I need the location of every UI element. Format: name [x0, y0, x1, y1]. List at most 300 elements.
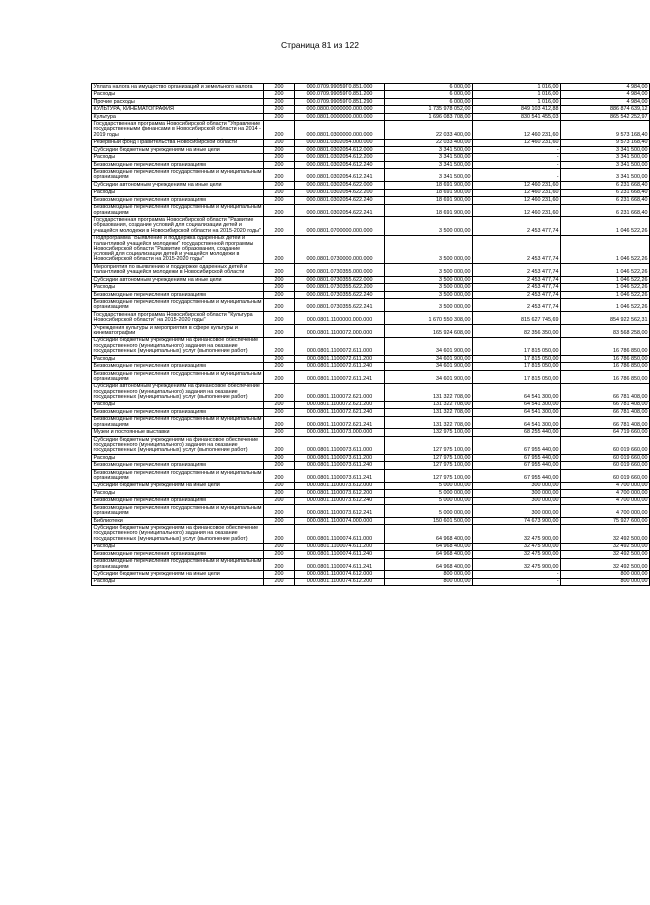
row-name-cell: Прочие расходы [92, 98, 264, 105]
approved-amount-cell: 3 341 500,00 [385, 169, 473, 182]
row-name-cell: Расходы [92, 490, 264, 497]
approved-amount-cell: 3 500 000,00 [385, 291, 473, 298]
budget-code-cell: 000.0801.1100073.611.200 [295, 455, 385, 462]
unexecuted-amount-cell: 66 781 408,00 [561, 409, 650, 416]
row-name-cell: Безвозмездные перечисления организациям [92, 161, 264, 168]
admin-code-cell: 200 [264, 189, 295, 196]
admin-code-cell: 200 [264, 146, 295, 153]
row-name-cell: Субсидии бюджетным учреждениям на иные цели [92, 571, 264, 578]
table-row [92, 455, 650, 462]
unexecuted-amount-cell: 854 922 562,31 [561, 312, 650, 325]
unexecuted-amount-cell: 1 046 522,26 [561, 299, 650, 312]
executed-amount-cell: 74 673 900,00 [473, 517, 561, 524]
table-row [92, 106, 650, 113]
approved-amount-cell: 127 975 100,00 [385, 455, 473, 462]
admin-code-cell: 200 [264, 291, 295, 298]
table-row [92, 370, 650, 383]
unexecuted-amount-cell: 9 573 168,40 [561, 139, 650, 146]
table-row [92, 401, 650, 408]
row-name-cell: Мероприятия по выявлению и поддержке одаренных детей и талантливой учащейся молодежи в Новосибирской области [92, 264, 264, 277]
executed-amount-cell: 32 475 900,00 [473, 525, 561, 543]
table-row [92, 497, 650, 504]
budget-code-cell: 000.0801.0000000.000.000 [295, 113, 385, 120]
row-name-cell: Музеи и постоянные выставки [92, 429, 264, 436]
budget-code-cell: 000.0801.1100000.000.000 [295, 312, 385, 325]
budget-code-cell: 000.0801.0302054.612.241 [295, 169, 385, 182]
admin-code-cell: 200 [264, 264, 295, 277]
table-row [92, 578, 650, 585]
budget-code-cell: 000.0801.1100072.611.200 [295, 355, 385, 362]
unexecuted-amount-cell: 3 341 500,00 [561, 161, 650, 168]
executed-amount-cell: 67 955 440,00 [473, 462, 561, 469]
table-row [92, 469, 650, 482]
budget-code-cell: 000.0801.0730355.622.241 [295, 299, 385, 312]
unexecuted-amount-cell: 1 046 522,26 [561, 264, 650, 277]
table-row [92, 276, 650, 283]
row-name-cell: Субсидии бюджетным учреждениям на иные цели [92, 482, 264, 489]
row-name-cell: Субсидии автономным учреждениям на финансовое обеспечение государственного (муниципального) задания на оказание государственных (муниципальных) услуг (выполнение работ) [92, 383, 264, 401]
executed-amount-cell: 2 453 477,74 [473, 276, 561, 283]
executed-amount-cell: 67 955 440,00 [473, 455, 561, 462]
unexecuted-amount-cell: 32 492 500,00 [561, 543, 650, 550]
row-name-cell: Безвозмездные перечисления государственным и муниципальным организациям [93, 299, 262, 311]
approved-amount-cell: 131 322 708,00 [385, 416, 473, 429]
approved-amount-cell: 3 341 500,00 [385, 154, 473, 161]
unexecuted-amount-cell: 3 341 500,00 [561, 146, 650, 153]
unexecuted-amount-cell: 6 231 668,40 [561, 197, 650, 204]
executed-amount-cell: 12 460 231,60 [473, 139, 561, 146]
table-row [92, 154, 650, 161]
table-row [92, 355, 650, 362]
unexecuted-amount-cell: 32 492 500,00 [561, 525, 650, 543]
admin-code-cell: 200 [264, 235, 295, 264]
row-name-cell: Безвозмездные перечисления государственным и муниципальным организациям [93, 416, 262, 428]
budget-code-cell: 000.0801.1100072.621.000 [295, 383, 385, 401]
budget-code-cell: 000.0801.0730355.622.240 [295, 291, 385, 298]
unexecuted-amount-cell: 66 781 408,00 [561, 383, 650, 401]
unexecuted-amount-cell: 4 984,00 [561, 84, 650, 91]
admin-code-cell: 200 [264, 416, 295, 429]
row-name-cell: Безвозмездные перечисления государственным и муниципальным организациям [93, 558, 262, 570]
executed-amount-cell: - [473, 161, 561, 168]
admin-code-cell: 200 [264, 113, 295, 120]
table-row [92, 169, 650, 182]
budget-code-cell: 000.0801.1100074.611.200 [295, 543, 385, 550]
row-name-cell: Безвозмездные перечисления государственным и муниципальным организациям [93, 370, 262, 382]
table-body [92, 84, 650, 586]
table-row [92, 204, 650, 217]
executed-amount-cell: 32 475 900,00 [473, 558, 561, 571]
approved-amount-cell: 34 601 900,00 [385, 370, 473, 383]
approved-amount-cell: 3 500 000,00 [385, 235, 473, 264]
table-row [92, 197, 650, 204]
row-name-cell: Расходы [92, 189, 264, 196]
row-name-cell: Субсидии автономным учреждениям на иные цели [92, 276, 264, 283]
unexecuted-amount-cell: 1 046 522,26 [561, 291, 650, 298]
budget-code-cell: 000.0801.1100074.612.200 [295, 578, 385, 585]
budget-code-cell: 000.0801.1100073.612.200 [295, 490, 385, 497]
table-row [92, 558, 650, 571]
budget-code-cell: 000.0801.1100073.611.241 [295, 469, 385, 482]
table-row [92, 325, 650, 338]
unexecuted-amount-cell: 32 492 500,00 [561, 558, 650, 571]
table-row [92, 299, 650, 312]
budget-code-cell: 000.0709.99059Г0.851.200 [295, 91, 385, 98]
approved-amount-cell: 127 975 100,00 [385, 436, 473, 454]
table-row [92, 235, 650, 264]
table-row [92, 312, 650, 325]
unexecuted-amount-cell: 3 341 500,00 [561, 169, 650, 182]
table-row [92, 98, 650, 105]
table-row [92, 543, 650, 550]
executed-amount-cell: 17 815 050,00 [473, 337, 561, 355]
page-number-header: Страница 81 из 122 [281, 40, 359, 50]
unexecuted-amount-cell: 4 700 000,00 [561, 482, 650, 489]
row-name-cell: Государственная программа Новосибирской области "Культура Новосибирской области" на 2015-2020 годы" [92, 312, 264, 325]
budget-code-cell: 000.0801.0730355.000.000 [295, 264, 385, 277]
row-name-cell: Расходы [92, 355, 264, 362]
unexecuted-amount-cell: 6 231 668,40 [561, 189, 650, 196]
budget-code-cell: 000.0800.0000000.000.000 [295, 106, 385, 113]
budget-code-cell: 000.0801.1100073.611.240 [295, 462, 385, 469]
unexecuted-amount-cell: 32 492 500,00 [561, 551, 650, 558]
row-name-cell: Субсидии бюджетным учреждениям на финансовое обеспечение государственного (муниципального) задания на оказание государственных (муниципальных) услуг (выполнение работ) [92, 337, 264, 355]
unexecuted-amount-cell: 16 786 850,00 [561, 337, 650, 355]
unexecuted-amount-cell: 6 231 668,40 [561, 204, 650, 217]
unexecuted-amount-cell: 64 719 660,00 [561, 429, 650, 436]
row-name-cell: Безвозмездные перечисления организациям [92, 363, 264, 370]
approved-amount-cell: 131 322 708,00 [385, 383, 473, 401]
approved-amount-cell: 64 968 400,00 [385, 558, 473, 571]
unexecuted-amount-cell: 66 781 408,00 [561, 401, 650, 408]
budget-code-cell: 000.0801.1100073.000.000 [295, 429, 385, 436]
row-name-cell: Безвозмездные перечисления организациям [92, 497, 264, 504]
approved-amount-cell: 127 975 100,00 [385, 462, 473, 469]
executed-amount-cell: 1 016,00 [473, 91, 561, 98]
approved-amount-cell: 18 691 900,00 [385, 204, 473, 217]
executed-amount-cell: 12 460 231,60 [473, 182, 561, 189]
admin-code-cell: 200 [264, 571, 295, 578]
budget-code-cell: 000.0801.1100073.611.000 [295, 436, 385, 454]
admin-code-cell: 200 [264, 312, 295, 325]
approved-amount-cell: 18 691 900,00 [385, 197, 473, 204]
budget-code-cell: 000.0801.0302054.622.241 [295, 204, 385, 217]
admin-code-cell: 200 [264, 401, 295, 408]
row-name-cell: Расходы [92, 578, 264, 585]
unexecuted-amount-cell: 66 781 408,00 [561, 416, 650, 429]
row-name-cell: Подпрограмма "Выявление и поддержка одаренных детей и талантливой учащейся молодежи" государственной программы Новосибирской области "Развитие образования, создание условий для социализации детей и учащейся молодежи в Новосибирской области на 2015-2020 годы" [92, 235, 264, 264]
admin-code-cell: 200 [264, 525, 295, 543]
admin-code-cell: 200 [264, 517, 295, 524]
executed-amount-cell: 849 103 412,88 [473, 106, 561, 113]
approved-amount-cell: 1 696 083 708,00 [385, 113, 473, 120]
row-name-cell: Безвозмездные перечисления организациям [92, 551, 264, 558]
unexecuted-amount-cell: 1 046 522,26 [561, 235, 650, 264]
table-row [92, 91, 650, 98]
budget-code-cell: 000.0801.1100073.612.000 [295, 482, 385, 489]
approved-amount-cell: 3 500 000,00 [385, 284, 473, 291]
admin-code-cell: 200 [264, 370, 295, 383]
unexecuted-amount-cell: 865 542 252,97 [561, 113, 650, 120]
unexecuted-amount-cell: 60 019 660,00 [561, 455, 650, 462]
budget-code-cell: 000.0801.0302054.612.200 [295, 154, 385, 161]
executed-amount-cell: - [473, 154, 561, 161]
admin-code-cell: 200 [264, 578, 295, 585]
approved-amount-cell: 3 500 000,00 [385, 264, 473, 277]
approved-amount-cell: 34 601 900,00 [385, 337, 473, 355]
executed-amount-cell: 2 453 477,74 [473, 264, 561, 277]
approved-amount-cell: 6 000,00 [385, 84, 473, 91]
budget-code-cell: 000.0801.0700000.000.000 [295, 217, 385, 235]
table-row [92, 264, 650, 277]
budget-code-cell: 000.0801.1100074.612.000 [295, 571, 385, 578]
admin-code-cell: 200 [264, 121, 295, 139]
approved-amount-cell: 3 341 500,00 [385, 146, 473, 153]
row-name-cell: Безвозмездные перечисления государственным и муниципальным организациям [93, 469, 262, 481]
budget-code-cell: 000.0801.0730355.622.200 [295, 284, 385, 291]
admin-code-cell: 200 [264, 355, 295, 362]
admin-code-cell: 200 [264, 436, 295, 454]
approved-amount-cell: 6 000,00 [385, 98, 473, 105]
table-row [92, 291, 650, 298]
row-name-cell: Безвозмездные перечисления государственным и муниципальным организациям [93, 169, 262, 181]
admin-code-cell: 200 [264, 490, 295, 497]
admin-code-cell: 200 [264, 325, 295, 338]
admin-code-cell: 200 [264, 106, 295, 113]
admin-code-cell: 200 [264, 551, 295, 558]
table-row [92, 337, 650, 355]
unexecuted-amount-cell: 16 786 850,00 [561, 363, 650, 370]
executed-amount-cell: 32 475 900,00 [473, 551, 561, 558]
table-row [92, 525, 650, 543]
row-name-cell: Безвозмездные перечисления организациям [92, 462, 264, 469]
budget-code-cell: 000.0709.99059Г0.851.290 [295, 98, 385, 105]
budget-code-cell: 000.0801.0302054.612.000 [295, 146, 385, 153]
executed-amount-cell: 300 000,00 [473, 505, 561, 518]
approved-amount-cell: 127 975 100,00 [385, 469, 473, 482]
table-row [92, 490, 650, 497]
executed-amount-cell: 68 255 440,00 [473, 429, 561, 436]
table-row [92, 189, 650, 196]
budget-code-cell: 000.0801.1100072.000.000 [295, 325, 385, 338]
row-name-cell: Безвозмездные перечисления государственным и муниципальным организациям [93, 504, 262, 517]
budget-code-cell: 000.0801.1100072.621.240 [295, 409, 385, 416]
budget-code-cell: 000.0801.1100072.621.200 [295, 401, 385, 408]
admin-code-cell: 200 [264, 337, 295, 355]
executed-amount-cell: 64 541 300,00 [473, 416, 561, 429]
approved-amount-cell: 131 322 708,00 [385, 409, 473, 416]
table-row [92, 551, 650, 558]
budget-code-cell: 000.0801.1100072.611.000 [295, 337, 385, 355]
unexecuted-amount-cell: 3 341 500,00 [561, 154, 650, 161]
approved-amount-cell: 34 601 900,00 [385, 355, 473, 362]
row-name-cell: Расходы [92, 401, 264, 408]
table-row [92, 429, 650, 436]
unexecuted-amount-cell: 4 700 000,00 [561, 490, 650, 497]
approved-amount-cell: 150 601 500,00 [385, 517, 473, 524]
row-name-cell: Расходы [92, 91, 264, 98]
unexecuted-amount-cell: 16 786 850,00 [561, 370, 650, 383]
approved-amount-cell: 132 975 100,00 [385, 429, 473, 436]
approved-amount-cell: 3 341 500,00 [385, 161, 473, 168]
budget-code-cell: 000.0801.1100073.612.240 [295, 497, 385, 504]
row-name-cell: Безвозмездные перечисления организациям [92, 409, 264, 416]
executed-amount-cell: - [473, 571, 561, 578]
admin-code-cell: 200 [264, 169, 295, 182]
executed-amount-cell: 64 541 300,00 [473, 409, 561, 416]
table-row [92, 409, 650, 416]
approved-amount-cell: 3 500 000,00 [385, 217, 473, 235]
table-row [92, 517, 650, 524]
budget-code-cell: 000.0801.0300000.000.000 [295, 121, 385, 139]
admin-code-cell: 200 [264, 462, 295, 469]
executed-amount-cell: 12 460 231,60 [473, 189, 561, 196]
budget-code-cell: 000.0801.1100074.611.000 [295, 525, 385, 543]
admin-code-cell: 200 [264, 182, 295, 189]
unexecuted-amount-cell: 4 700 000,00 [561, 497, 650, 504]
executed-amount-cell: 2 453 477,74 [473, 291, 561, 298]
row-name-cell: Государственная программа Новосибирской области "Развитие образования, создание условий для социализации детей и учащейся молодежи в Новосибирской области на 2015-2020 годы" [92, 217, 264, 235]
admin-code-cell: 200 [264, 217, 295, 235]
executed-amount-cell: 67 955 440,00 [473, 469, 561, 482]
executed-amount-cell: 12 460 231,60 [473, 204, 561, 217]
approved-amount-cell: 22 033 400,00 [385, 139, 473, 146]
admin-code-cell: 200 [264, 469, 295, 482]
row-name-cell: Безвозмездные перечисления организациям [92, 197, 264, 204]
table-row [92, 436, 650, 454]
budget-code-cell: 000.0801.1100072.611.241 [295, 370, 385, 383]
row-name-cell: Субсидии бюджетным учреждениям на иные цели [92, 146, 264, 153]
approved-amount-cell: 131 322 708,00 [385, 401, 473, 408]
budget-code-cell: 000.0801.0302054.622.200 [295, 189, 385, 196]
admin-code-cell: 200 [264, 482, 295, 489]
unexecuted-amount-cell: 6 231 668,40 [561, 182, 650, 189]
budget-code-cell: 000.0801.0302054.622.000 [295, 182, 385, 189]
unexecuted-amount-cell: 60 019 660,00 [561, 469, 650, 482]
executed-amount-cell: 1 016,00 [473, 98, 561, 105]
table-row [92, 146, 650, 153]
budget-code-cell: 000.0801.1100074.000.000 [295, 517, 385, 524]
unexecuted-amount-cell: 83 568 258,00 [561, 325, 650, 338]
executed-amount-cell: 2 453 477,74 [473, 235, 561, 264]
executed-amount-cell: 67 955 440,00 [473, 436, 561, 454]
executed-amount-cell: 12 460 231,60 [473, 197, 561, 204]
unexecuted-amount-cell: 886 874 639,12 [561, 106, 650, 113]
executed-amount-cell: 300 000,00 [473, 482, 561, 489]
admin-code-cell: 200 [264, 161, 295, 168]
row-name-cell: Субсидии автономным учреждениям на иные цели [92, 182, 264, 189]
row-name-cell: КУЛЬТУРА, КИНЕМАТОГРАФИЯ [92, 106, 264, 113]
admin-code-cell: 200 [264, 505, 295, 518]
unexecuted-amount-cell: 4 700 000,00 [561, 505, 650, 518]
approved-amount-cell: 64 968 400,00 [385, 551, 473, 558]
unexecuted-amount-cell: 800 000,00 [561, 578, 650, 585]
budget-code-cell: 000.0801.1100074.611.240 [295, 551, 385, 558]
budget-code-cell: 000.0801.0302054.000.000 [295, 139, 385, 146]
approved-amount-cell: 3 500 000,00 [385, 299, 473, 312]
admin-code-cell: 200 [264, 204, 295, 217]
executed-amount-cell: 17 815 050,00 [473, 355, 561, 362]
admin-code-cell: 200 [264, 455, 295, 462]
approved-amount-cell: 165 924 608,00 [385, 325, 473, 338]
table-row [92, 571, 650, 578]
admin-code-cell: 200 [264, 197, 295, 204]
executed-amount-cell: 300 000,00 [473, 490, 561, 497]
unexecuted-amount-cell: 75 927 600,00 [561, 517, 650, 524]
admin-code-cell: 200 [264, 139, 295, 146]
row-name-cell: Учреждения культуры и мероприятия в сфере культуры и кинематографии [92, 325, 264, 338]
executed-amount-cell: 17 815 050,00 [473, 370, 561, 383]
budget-code-cell: 000.0801.0302054.622.240 [295, 197, 385, 204]
approved-amount-cell: 22 033 400,00 [385, 121, 473, 139]
admin-code-cell: 200 [264, 299, 295, 312]
approved-amount-cell: 1 735 978 052,00 [385, 106, 473, 113]
table-row [92, 505, 650, 518]
table-row [92, 121, 650, 139]
approved-amount-cell: 18 691 900,00 [385, 182, 473, 189]
executed-amount-cell: 1 016,00 [473, 84, 561, 91]
unexecuted-amount-cell: 1 046 522,26 [561, 276, 650, 283]
approved-amount-cell: 800 000,00 [385, 578, 473, 585]
executed-amount-cell: - [473, 169, 561, 182]
admin-code-cell: 200 [264, 497, 295, 504]
row-name-cell: Безвозмездные перечисления организациям [92, 291, 264, 298]
table-row [92, 416, 650, 429]
budget-code-cell: 000.0801.1100072.611.240 [295, 363, 385, 370]
admin-code-cell: 200 [264, 284, 295, 291]
unexecuted-amount-cell: 4 984,00 [561, 98, 650, 105]
table-row [92, 113, 650, 120]
approved-amount-cell: 800 000,00 [385, 571, 473, 578]
unexecuted-amount-cell: 4 984,00 [561, 91, 650, 98]
admin-code-cell: 200 [264, 276, 295, 283]
executed-amount-cell: 82 356 350,00 [473, 325, 561, 338]
executed-amount-cell: 830 541 455,03 [473, 113, 561, 120]
unexecuted-amount-cell: 800 000,00 [561, 571, 650, 578]
executed-amount-cell: - [473, 578, 561, 585]
budget-code-cell: 000.0801.0302054.612.240 [295, 161, 385, 168]
budget-execution-table [91, 83, 650, 586]
approved-amount-cell: 34 601 900,00 [385, 363, 473, 370]
budget-code-cell: 000.0801.1100072.621.241 [295, 416, 385, 429]
approved-amount-cell: 3 500 000,00 [385, 276, 473, 283]
admin-code-cell: 200 [264, 98, 295, 105]
approved-amount-cell: 64 968 400,00 [385, 543, 473, 550]
row-name-cell: Библиотеки [92, 517, 264, 524]
executed-amount-cell: 2 453 477,74 [473, 217, 561, 235]
row-name-cell: Расходы [92, 543, 264, 550]
budget-code-cell: 000.0801.1100073.612.241 [295, 505, 385, 518]
unexecuted-amount-cell: 16 786 850,00 [561, 355, 650, 362]
executed-amount-cell: 12 460 231,60 [473, 121, 561, 139]
executed-amount-cell: 815 627 745,69 [473, 312, 561, 325]
table-row [92, 462, 650, 469]
table-row [92, 217, 650, 235]
row-name-cell: Культура [92, 113, 264, 120]
row-name-cell: Расходы [92, 154, 264, 161]
admin-code-cell: 200 [264, 363, 295, 370]
approved-amount-cell: 64 968 400,00 [385, 525, 473, 543]
admin-code-cell: 200 [264, 84, 295, 91]
approved-amount-cell: 5 000 000,00 [385, 497, 473, 504]
unexecuted-amount-cell: 1 046 522,26 [561, 217, 650, 235]
approved-amount-cell: 5 000 000,00 [385, 482, 473, 489]
approved-amount-cell: 5 000 000,00 [385, 490, 473, 497]
executed-amount-cell: 64 541 300,00 [473, 401, 561, 408]
table-row [92, 182, 650, 189]
executed-amount-cell: - [473, 146, 561, 153]
unexecuted-amount-cell: 60 019 660,00 [561, 436, 650, 454]
